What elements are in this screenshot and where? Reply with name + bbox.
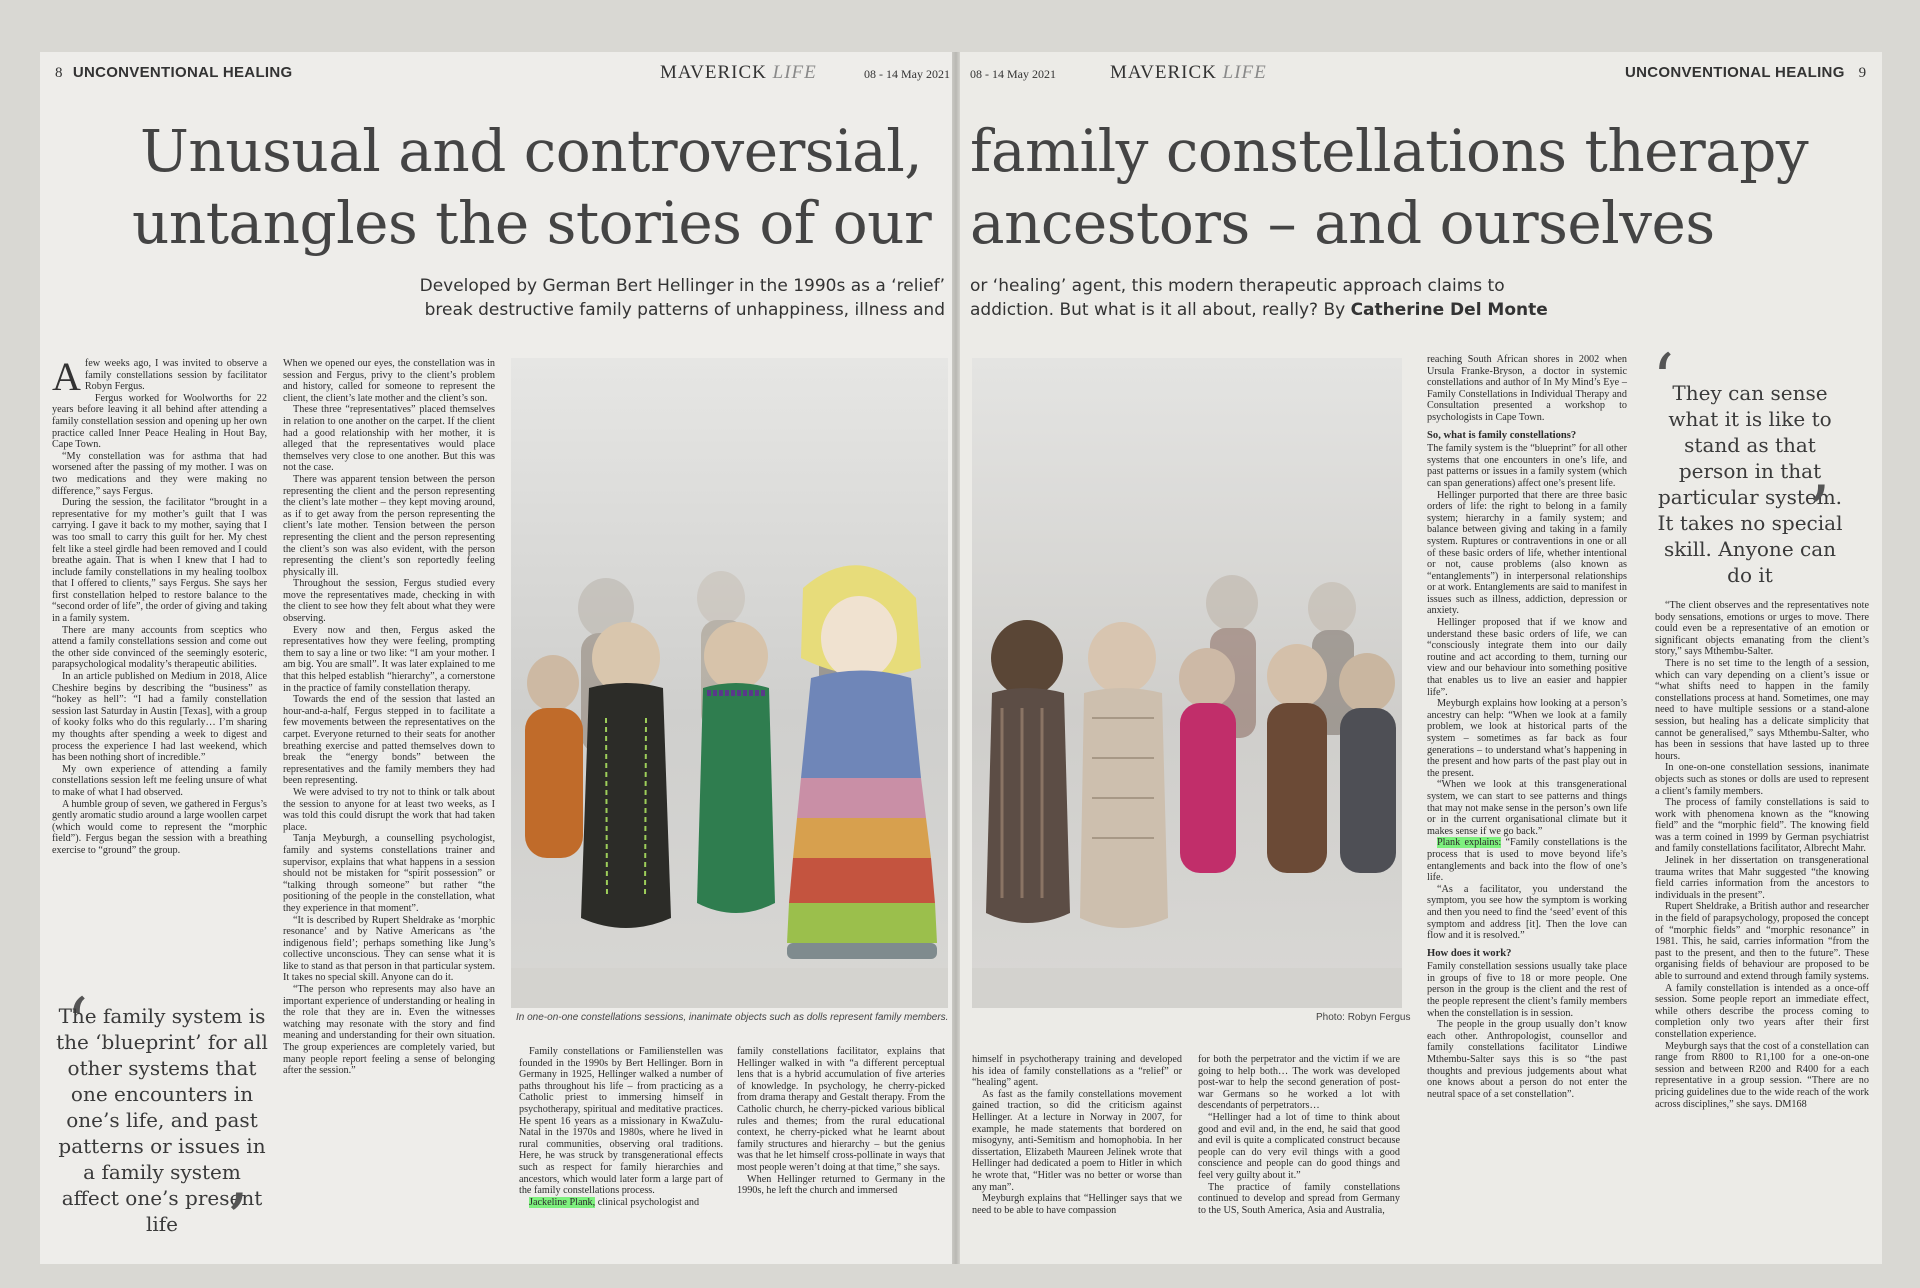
paragraph: The process of family constellations is said to work with phenomena known as the “knowing field” and the “morphic field”. The knowing field was a term coined in 1999 by German psychiatrist and family constellations facilitator, Albrecht Mahr. xyxy=(1655,797,1869,855)
masthead-right xyxy=(1110,62,1267,84)
paragraph: Hellinger purported that there are three basic orders of life: the right to belong in a family system; hierarchy in a family system; and balance between giving and taking in a family system. Ruptures or contraventions in one or all of these basic orders of life, whether intentional or not, cause problems (also known as “entanglements”) in interpersonal relationships or at work. Entanglements are said to manifest in issues such as illness, addiction, depression or anxiety. xyxy=(1427,489,1628,617)
close-quote-mark-left: ’ xyxy=(226,1179,249,1261)
standfirst-left-line2: break destructive family patterns of unhappiness, illness and xyxy=(424,300,945,320)
standfirst-right xyxy=(970,274,1548,322)
right-folio xyxy=(1625,64,1866,82)
section-label-left: UNCONVENTIONAL HEALING xyxy=(72,64,293,81)
paragraph: There are many accounts from sceptics who attend a family constellations session and come out the other side convinced of the seemingly esoteric, parapsychological modality’s therapeutic abilities. xyxy=(52,624,267,671)
paragraph: “My constellation was for asthma that had worsened after the passing of my mother. I was on two medications and they were making no difference,” says Fergus. xyxy=(52,450,267,497)
paragraph: few weeks ago, I was invited to observe a family constellations session by facilitator Robyn Fergus. xyxy=(84,358,267,393)
page-number-right: 9 xyxy=(1858,65,1867,81)
paragraph: The practice of family constellations continued to develop and spread from Germany to the US, South America, Asia and Australia, xyxy=(1198,1181,1400,1216)
date-right: 08 - 14 May 2021 xyxy=(970,67,1056,81)
page-number-left: 8 xyxy=(55,65,63,81)
masthead-main: MAVERICK xyxy=(660,62,767,83)
paragraph: Meyburgh says that the cost of a constellation can range from R800 to R1,100 for a one-on-one session and between R200 and R400 for a each representative in a group session. “There are no pricing guidelines due to the wide reach of the work across disciplines,” she says. DM168 xyxy=(1655,1040,1869,1110)
highlighted-name: Plank explains: xyxy=(1437,837,1502,849)
paragraph: There was apparent tension between the person representing the client and the person representing the client’s late mother – they kept moving around, as if to get away from the person representing the client’s late mother. Tension between the person representing the client and the person representing the client’s son was also evident, with the person representing the client’s son reportedly feeling physically ill. xyxy=(283,473,495,578)
body-column-3 xyxy=(519,1046,723,1208)
highlighted-name: Jackeline Plank, xyxy=(529,1196,596,1208)
paragraph: Hellinger proposed that if we know and understand these basic orders of life, we can “consciously integrate them into our daily routine and act according to them, turning our view and our behaviour into something positive that enables us to live an easier and happier life”. xyxy=(1427,617,1627,698)
photo-caption: In one-on-one constellations sessions, inanimate objects such as dolls represent family members. xyxy=(516,1012,949,1023)
paragraph: Family constellations or Familienstellen was founded in the 1990s by Bert Hellinger. Born in Germany in 1925, Hellinger walked a number of paths throughout his life – from practicing as a Catholic priest to immersing himself in psychotherapy, spiritual and meditative practices. He spent 16 years as a missionary in KwaZulu-Natal in the 1970s and 1980s, where he lived in rural communities, observing oral traditions. Here, he was struck by transgenerational effects such as respect for family hierarchies and ancestors, which would later form a large part of the family constellations process. xyxy=(519,1046,723,1197)
paragraph: There is no set time to the length of a session, which can vary depending on a client’s issue or “what shifts need to happen in the family constellations process at hand. Sometimes, one may need to have multiple sessions or a stand-alone session, but healing has a delicate simplicity that cannot be generalised,” says Mthembu-Salter, who has been in sessions that have lasted up to three hours. xyxy=(1655,657,1869,762)
paragraph-tail: “Family constellations is the process that is used to move beyond life’s entanglements and back into the flow of one’s life. xyxy=(1427,837,1627,884)
open-quote-mark-right: ‘ xyxy=(1652,339,1675,421)
paragraph: “As a facilitator, you understand the symptom, you see how the symptom is working and then you need to find the ‘seed’ event of this symptom and address [it]. Then the love can flow and it is resolved.” xyxy=(1427,883,1627,942)
page-gutter xyxy=(952,52,960,1264)
paragraph: Meyburgh explains how looking at a person’s ancestry can help: “When we look at a family problem, we look at historical parts of the system – sometimes as far back as four generations – to understand what’s happening in the present and how parts of the past play out in the present. xyxy=(1427,698,1627,779)
paragraph: “Hellinger had a lot of time to think about good and evil and, in the end, he said that good and evil is quite a complicated construct because people can do very evil things with a good conscience and people can do good things and feel very guilty about it.” xyxy=(1198,1111,1400,1181)
masthead-left xyxy=(660,62,817,84)
dolls-illustration-left xyxy=(511,358,948,1008)
body-column-2 xyxy=(283,358,495,1077)
standfirst-left-line1: Developed by German Bert Hellinger in the 1990s as a ‘relief’ xyxy=(419,276,945,296)
subheading: So, what is family constellations? xyxy=(1427,429,1577,441)
paragraph: Every now and then, Fergus asked the representatives how they were feeling, prompting them to say a line or two like: “I am your mother. I am big. You are small”. It was later explained to me that this helped establish “hierarchy”, a cornerstone in the practice of family constellation therapy. xyxy=(283,624,495,694)
open-quote-mark-left: ‘ xyxy=(66,983,89,1065)
masthead-accent: LIFE xyxy=(772,62,817,83)
headline-line1-right: family constellations therapy xyxy=(970,117,1809,185)
photo-credit: Photo: Robyn Fergus xyxy=(1316,1012,1411,1023)
subheading: How does it work? xyxy=(1427,947,1512,959)
standfirst-right-line1: or ‘healing’ agent, this modern therapeutic approach claims to xyxy=(970,276,1505,296)
body-column-1 xyxy=(52,354,267,857)
body-column-5 xyxy=(972,1054,1182,1216)
paragraph: A humble group of seven, we gathered in Fergus’s gently aromatic studio around a large woollen carpet (which would come to represent the “morphic field”). Fergus began the session with a breathing exercise to “ground” the group. xyxy=(52,798,267,856)
paragraph: Family constellation sessions usually take place in groups of five to 18 or more people. One person in the group is the client and the rest of the people represent the client’s family members when the constellation is in session. xyxy=(1427,961,1627,1019)
paragraph: “It is described by Rupert Sheldrake as ‘morphic resonance’ and by Native Americans as ‘the indigenous field’; perhaps something like Jung’s collective unconscious. They can sense what it is like to stand as that person in that particular system. It takes no special skill. Anyone can do it. xyxy=(283,914,495,984)
paragraph: These three “representatives” placed themselves in relation to one another on the carpet. If the client had a good relationship with her mother, it is alleged that the representatives would place themselves very close to one another. But this was not the case. xyxy=(283,404,495,474)
paragraph: My own experience of attending a family constellations session left me feeling unsure of what to make of what I had observed. xyxy=(52,763,267,798)
standfirst-left xyxy=(420,274,945,322)
standfirst-right-line2: addiction. But what is it all about, really? By xyxy=(970,300,1346,320)
paragraph: The people in the group usually don’t know each other. Anthropologist, counsellor and family constellations facilitator Lindiwe Mthembu-Salter says this is so “the past thoughts and previous judgements about what one knows about a person do not enter the neutral space of a set constellation”. xyxy=(1427,1019,1627,1100)
paragraph: “When we look at this transgenerational system, we can start to see patterns and things that may not make sense in the person’s own life or in the current organisational climate but it makes sense if we go back.” xyxy=(1427,779,1627,837)
masthead-main: MAVERICK xyxy=(1110,62,1217,83)
paragraph xyxy=(519,1197,723,1209)
body-column-7 xyxy=(1427,354,1627,1100)
pull-quote-right: They can sense what it is like to stand as that person in that particular system. It takes no special skill. Anyone can do it xyxy=(1657,381,1843,587)
left-folio xyxy=(55,64,292,82)
paragraph: Meyburgh explains that “Hellinger says that we need to be able to have compassion xyxy=(972,1193,1182,1216)
paragraph: family constellations facilitator, explains that Hellinger walked in with “a different perceptual lens that is a hybrid accumulation of five arteries of knowledge. In psychology, he cherry-picked from drama therapy and Gestalt therapy. From the Catholic church, he cherry-picked various biblical rules and themes; from the rural educational context, he cherry-picked what he learnt about family structures and hierarchy – but the genius was that he let himself cross-pollinate in ways that most people weren’t doing at that time,” she says. xyxy=(737,1046,945,1173)
paragraph: reaching South African shores in 2002 when Ursula Franke-Bryson, a doctor in systemic constellations and author of In My Mind’s Eye – Family Constellations in Individual Therapy and Consultation presented a workshop to psychologists in Cape Town. xyxy=(1427,354,1627,423)
paragraph: Rupert Sheldrake, a British author and researcher in the field of parapsychology, proposed the concept of “morphic fields” and “morphic resonance” in 1981. This, he said, carries information “from the past to the present, and then to the future”. These organising fields of behaviour are proposed to be able to surround and extend through family systems. xyxy=(1655,901,1869,982)
headline-line2-left: untangles the stories of our xyxy=(132,189,932,257)
paragraph: himself in psychotherapy training and developed his idea of family constellations as a “relief” or “healing” agent. xyxy=(972,1054,1182,1089)
section-label-right: UNCONVENTIONAL HEALING xyxy=(1625,64,1845,81)
paragraph: A family constellation is intended as a once-off session. Some people report an immediate effect, while others describe the process coming to completion only two years after their first constellation experience. xyxy=(1655,982,1869,1040)
paragraph: During the session, the facilitator “brought in a representative for my mother’s guilt that I was carrying. I gave it back to my mother, saying that I was too small to carry this guilt for her. My chest felt like a steel girdle had been removed and I could breathe again. That is when I knew that I had to include family constellations in my healing toolbox that I offered to clients,” says Fergus. She says her first constellation helped to restore balance to the “second order of life”, the order of giving and taking in a family system. xyxy=(52,497,267,625)
paragraph: Tanja Meyburgh, a counselling psychologist, family and systems constellations trainer and supervisor, explains that what happens in a session should not be mistaken for “spirit possession” or “talking through someone” but rather “the positioning of the people in the constellation, what they experience in that moment”. xyxy=(283,833,495,914)
paragraph xyxy=(1427,837,1627,883)
paragraph: The family system is the “blueprint” for all other systems that one encounters in one’s life, and past patterns or issues in a family system (which can span generations) affect one’s present life. xyxy=(1427,443,1627,489)
headline-line2-right: ancestors – and ourselves xyxy=(970,189,1715,257)
masthead-accent: LIFE xyxy=(1222,62,1267,83)
body-column-8 xyxy=(1655,600,1869,1110)
paragraph: As fast as the family constellations movement gained traction, so did the criticism against Hellinger. At a lecture in Norway in 2007, for example, he made statements that bordered on misogyny, anti-Semitism and homophobia. In her dissertation, Elizabeth Maureen Jelinek wrote that Hellinger had dedicated a poem to Hitler in which he wrote that, “Hitler was no better or worse than any man”. xyxy=(972,1088,1182,1193)
paragraph: “The person who represents may also have an important experience of understanding or healing in the role that they are in. Even the witnesses watching may resonate with the story and find meaning and understanding for their own situation. The group experiences are completely varied, but many people report feeling a sense of belonging after the session.” xyxy=(283,984,495,1077)
paragraph: When we opened our eyes, the constellation was in session and Fergus, privy to the client’s problem and history, called for someone to represent the client, the client’s late mother and the client’s son. xyxy=(283,358,495,404)
paragraph: Towards the end of the session that lasted an hour-and-a-half, Fergus stepped in to facilitate a few movements between the representatives on the carpet. Everyone returned to their seats for another breathing exercise and patted themselves down to break the “energy bonds” between the representatives and the family members they had been representing. xyxy=(283,694,495,787)
paragraph: When Hellinger returned to Germany in the 1990s, he left the church and immersed xyxy=(737,1173,945,1197)
headline-line1-left: Unusual and controversial, xyxy=(140,117,923,185)
date-left: 08 - 14 May 2021 xyxy=(864,67,950,81)
body-column-6 xyxy=(1198,1054,1400,1216)
paragraph: Fergus worked for Woolworths for 22 years before leaving it all behind after attending a family constellation session and opening up her own practice called Inner Peace Healing in Hout Bay, Cape Town. xyxy=(52,392,267,451)
dolls-photo-left xyxy=(511,358,948,1008)
paragraph: In one-on-one constellation sessions, inanimate objects such as stones or dolls are used to represent a client’s family members. xyxy=(1655,762,1869,797)
paragraph: Jelinek in her dissertation on transgenerational trauma writes that Mahr suggested “the knowing field carries information from the ancestors to individuals in the present”. xyxy=(1655,855,1869,901)
close-quote-mark-right: ’ xyxy=(1808,471,1831,553)
paragraph: “The client observes and the representatives note body sensations, emotions or urges to move. There could even be a representative of an emotion or significant objects emanating from the client’s story,” says Mthembu-Salter. xyxy=(1655,600,1869,658)
drop-cap: A xyxy=(52,354,81,399)
dolls-illustration-right xyxy=(972,358,1402,1008)
paragraph-tail: clinical psychologist and xyxy=(595,1196,700,1208)
paragraph: for both the perpetrator and the victim if we are going to help both… The work was developed post-war to help the second generation of post-war Germans so he worked a lot with descendants of perpetrators… xyxy=(1198,1054,1400,1112)
dolls-photo-right xyxy=(972,358,1402,1008)
body-column-4 xyxy=(737,1046,945,1197)
paragraph: Throughout the session, Fergus studied every move the representatives made, checking in with the client to see how they felt about what they were observing. xyxy=(283,578,495,625)
paragraph: In an article published on Medium in 2018, Alice Cheshire begins by describing the “business” as “hokey as hell”: “I had a family constellation session last Saturday in Austin [Texas], with a group of kooky folks who do this regularly… I’m sharing my thoughts after spending a week to digest and process the experience I had last weekend, which has been nothing short of incredible.” xyxy=(52,671,267,764)
pull-quote-left: The family system is the ‘blueprint’ for all other systems that one encounters in one’s life, and past patterns or issues in a family system affect one’s present life xyxy=(56,1004,268,1236)
paragraph: We were advised to try not to think or talk about the session to anyone for at least two weeks, as I was told this could disrupt the work that had taken place. xyxy=(283,786,495,833)
byline: Catherine Del Monte xyxy=(1350,300,1548,320)
